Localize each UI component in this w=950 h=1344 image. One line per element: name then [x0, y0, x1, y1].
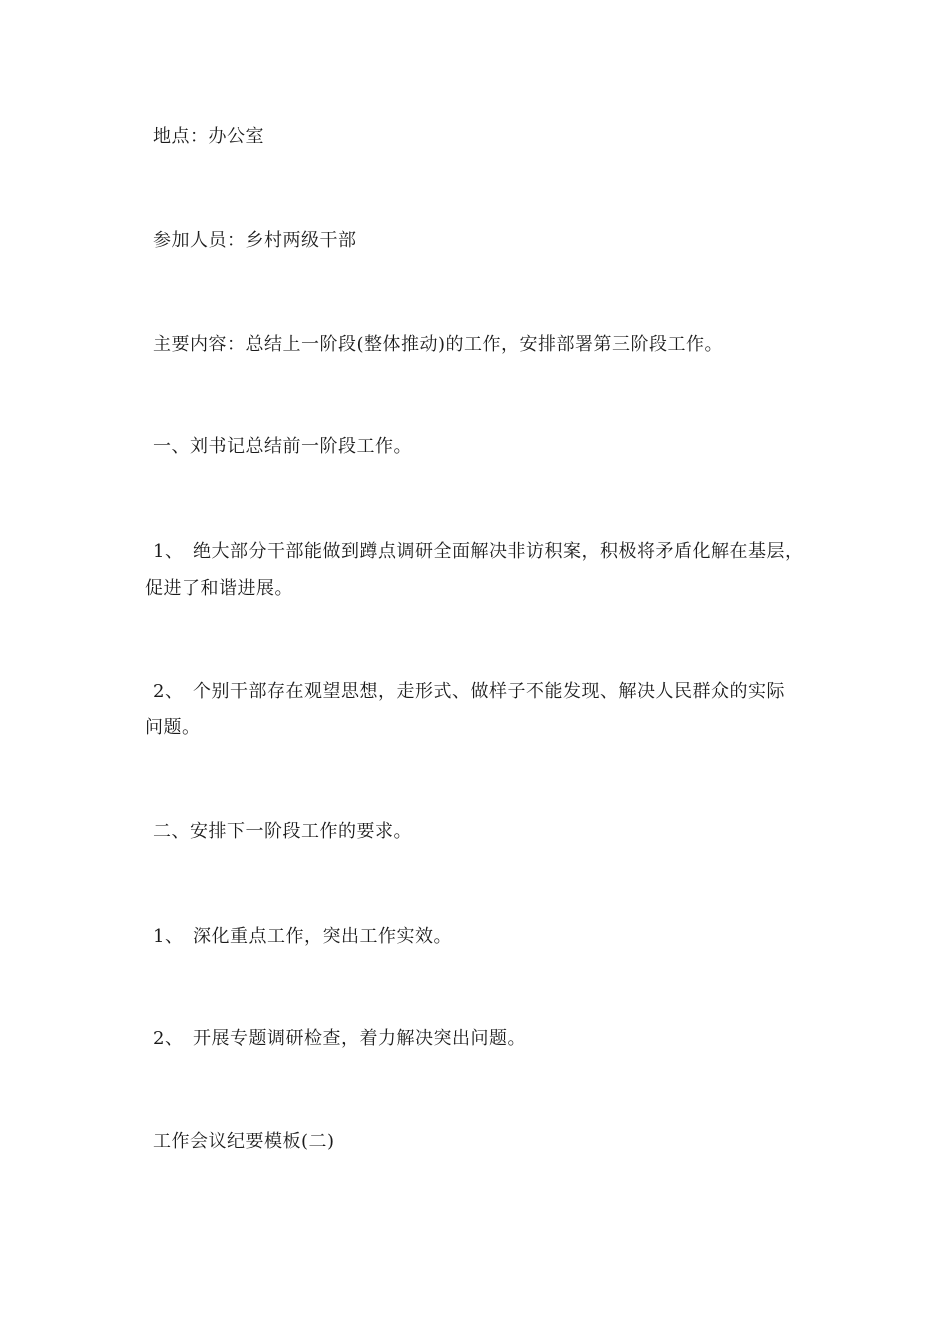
item-text: 绝大部分干部能做到蹲点调研全面解决非访积案，积极将矛盾化解在基层， — [193, 541, 804, 562]
item-number: 2、 — [153, 1028, 184, 1049]
item-text: 个别干部存在观望思想，走形式、做样子不能发现、解决人民群众的实际 — [193, 681, 785, 702]
section1-title: 一、刘书记总结前一阶段工作。 — [153, 436, 412, 457]
item-text: 深化重点工作，突出工作实效。 — [193, 926, 452, 947]
item-continuation: 问题。 — [145, 717, 201, 738]
section2-item-2 — [153, 1028, 526, 1050]
item-continuation: 促进了和谐进展。 — [145, 578, 293, 599]
item-number: 1、 — [153, 926, 184, 947]
main-content-line: 主要内容：总结上一阶段(整体推动)的工作，安排部署第三阶段工作。 — [153, 334, 724, 355]
template2-title: 工作会议纪要模板(二) — [153, 1131, 335, 1152]
item-number: 1、 — [153, 541, 184, 562]
item-text: 开展专题调研检查，着力解决突出问题。 — [193, 1028, 526, 1049]
section2-title: 二、安排下一阶段工作的要求。 — [153, 821, 412, 842]
participants-line: 参加人员：乡村两级干部 — [153, 230, 357, 251]
section2-item-1 — [153, 926, 452, 948]
item-number: 2、 — [153, 681, 184, 702]
location-line: 地点：办公室 — [153, 126, 264, 147]
